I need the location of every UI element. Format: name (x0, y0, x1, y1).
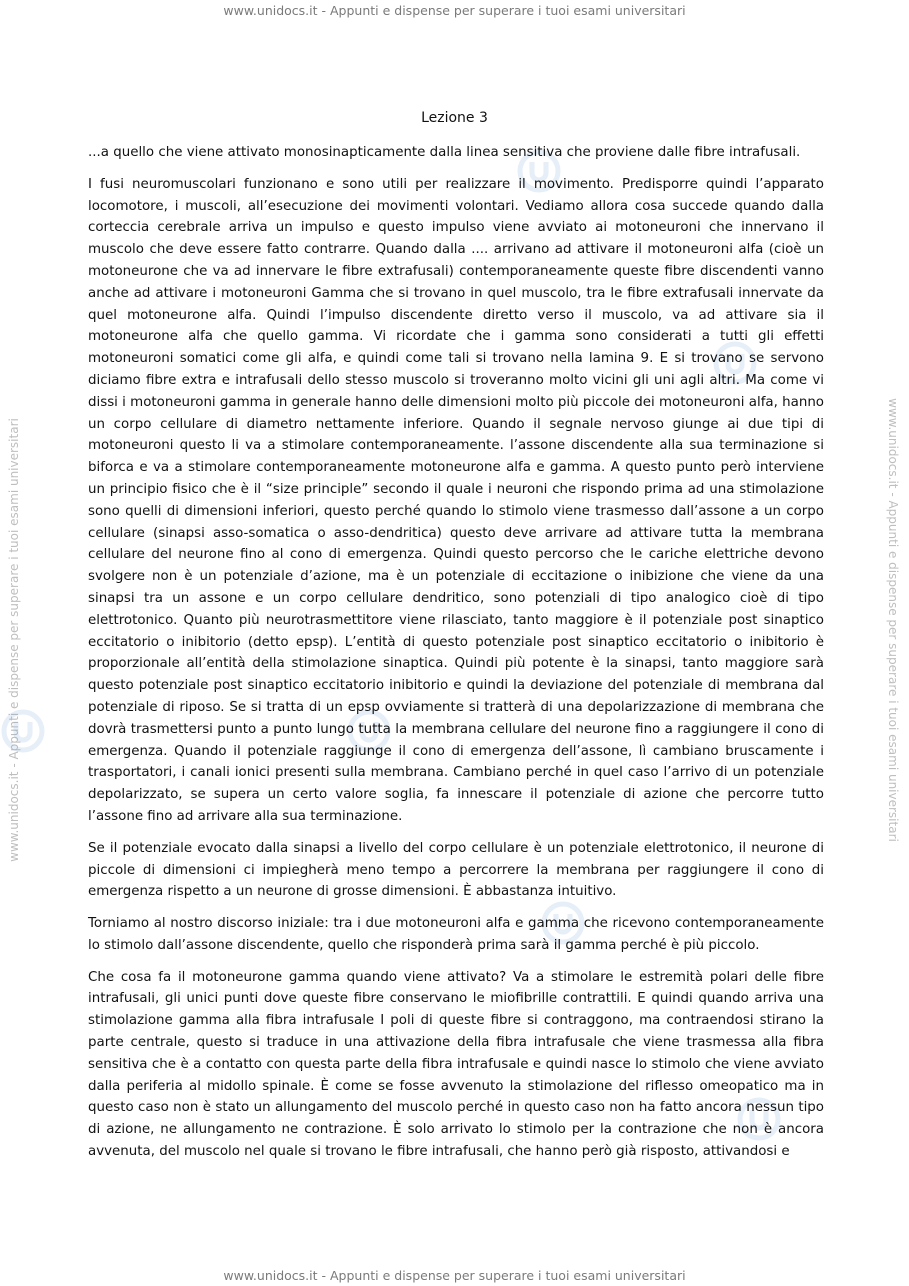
paragraph: Torniamo al nostro discorso iniziale: tra i due motoneuroni alfa e gamma che ricevono contemporaneamente lo stimolo dall’assone discendente, quello che risponderà prima sarà il gamma perché è più piccolo. (88, 916, 824, 953)
side-watermark-left: www.unidocs.it - Appunti e dispense per superare i tuoi esami universitari (7, 418, 21, 862)
paragraph: ...a quello che viene attivato monosinapticamente dalla linea sensitiva che proviene dalle fibre intrafusali. (88, 145, 801, 160)
footer-watermark-banner: www.unidocs.it - Appunti e dispense per superare i tuoi esami universitari (223, 1268, 686, 1283)
side-watermark-right: www.unidocs.it - Appunti e dispense per superare i tuoi esami universitari (886, 398, 900, 842)
paragraph: Che cosa fa il motoneurone gamma quando viene attivato? Va a stimolare le estremità polari delle fibre intrafusali, gli unici punti dove queste fibre conservano le miofibrille contrattili. E quindi quando arriva una stimolazione gamma alla fibra intrafusale I poli di queste fibre si contraggono, ma contraendosi stirano la parte centrale, questo si traduce in una attivazione della fibra intrafusale che viene trasmessa alla fibra sensitiva che è a contatto con questa parte della fibra intrafusale e quindi nasce lo stimolo che viene avviato dalla periferia al midollo spinale. È come se fosse avvenuto la stimolazione del riflesso omeopatico ma in questo caso non è stato un allungamento del muscolo perché in questo caso non ha fatto ancora nessun tipo di azione, ne allungamento ne contrazione. È solo arrivato lo stimolo per la contrazione che non è ancora avvenuta, del muscolo nel quale si trovano le fibre intrafusali, che hanno però già risposto, attivandosi e (88, 969, 824, 1160)
page-title: Lezione 3 (421, 110, 488, 126)
header-watermark-banner: www.unidocs.it - Appunti e dispense per superare i tuoi esami universitari (223, 3, 686, 18)
paragraph: I fusi neuromuscolari funzionano e sono utili per realizzare il movimento. Predisporre quindi l’apparato locomotore, i muscoli, all’esecuzione dei movimenti volontari. Vediamo allora cosa succede quando dalla corteccia cerebrale arriva un impulso e questo impulso viene avviato ai motoneuroni che innervano il muscolo che deve essere fatto contrarre. Quando dalla .... arrivano ad attivare il motoneuroni alfa (cioè un motoneurone che va ad innervare le fibre extrafusali) contemporaneamente queste fibre discendenti vanno anche ad attivare i motoneuroni Gamma che si trovano in quel muscolo, tra le fibre extrafusali innervate da quel motoneurone alfa. Quindi l’impulso discendente diretto verso il muscolo, va ad attivare sia il motoneurone alfa che quello gamma. Vi ricordate che i gamma sono considerati a tutti gli effetti motoneuroni somatici come gli alfa, e quindi come tali si trovano nella lamina 9. E si trovano se servono diciamo fibre extra e intrafusali dello stesso muscolo si troveranno molto vicini gli uni agli altri. Ma come vi dissi i motoneuroni gamma in generale hanno delle dimensioni molto più piccole dei motoneuroni alfa, hanno un corpo cellulare di diametro nettamente inferiore. Quando il segnale nervoso giunge ai due tipi di motoneuroni questo li va a stimolare contemporaneamente. l’assone discendente alla sua terminazione si biforca e va a stimolare contemporaneamente motoneurone alfa e gamma. A questo punto però interviene un principio fisico che è il “size principle” secondo il quale i neuroni che rispondo prima ad una stimolazione sono quelli di dimensioni inferiori, questo perché quando lo stimolo viene trasmesso dall’assone a un corpo cellulare (sinapsi asso-somatica o asso-dendritica) questo deve arrivare ad attivare tutta la membrana cellulare del neurone fino al cono di emergenza. Quindi questo percorso che le cariche elettriche devono svolgere non è un potenziale d’azione, ma è un potenziale di eccitazione o inibizione che viene da una sinapsi tra un assone e un corpo cellulare dendritico, sono potenziali di tipo analogico cioè di tipo elettrotonico. Quanto più neurotrasmettitore viene rilasciato, tanto maggiore è il potenziale post sinaptico eccitatorio o inibitorio (detto epsp). L’entità di questo potenziale post sinaptico eccitatorio o inibitorio è proporzionale all’entità della stimolazione sinaptica. Quindi più potente è la sinapsi, tanto maggiore sarà questo potenziale post sinaptico eccitatorio inibitorio e quindi la deviazione del potenziale di membrana dal potenziale di riposo. Se si tratta di un epsp ovviamente si tratterà di una depolarizzazione di membrana che dovrà trasmettersi punto a punto lungo tutta la membrana cellulare del neurone fino a raggiungere il cono di emergenza. Quando il potenziale raggiunge il cono di emergenza dell’assone, lì cambiano bruscamente i trasportatori, i canali ionici presenti sulla membrana. Cambiano perché in quel caso l’arrivo di un potenziale depolarizzato, se supera un certo valore soglia, fa innescare il potenziale di azione che percorre tutto l’assone fino ad arrivare alla sua terminazione. (88, 176, 824, 824)
document-body (88, 142, 824, 1173)
unidocs-logo-icon (0, 708, 46, 754)
paragraph: Se il potenziale evocato dalla sinapsi a livello del corpo cellulare è un potenziale elettrotonico, il neurone di piccole di dimensioni ci impiegherà meno tempo a percorrere la membrana per raggiungere il cono di emergenza rispetto a un neurone di grosse dimensioni. È abbastanza intuitivo. (88, 840, 824, 900)
